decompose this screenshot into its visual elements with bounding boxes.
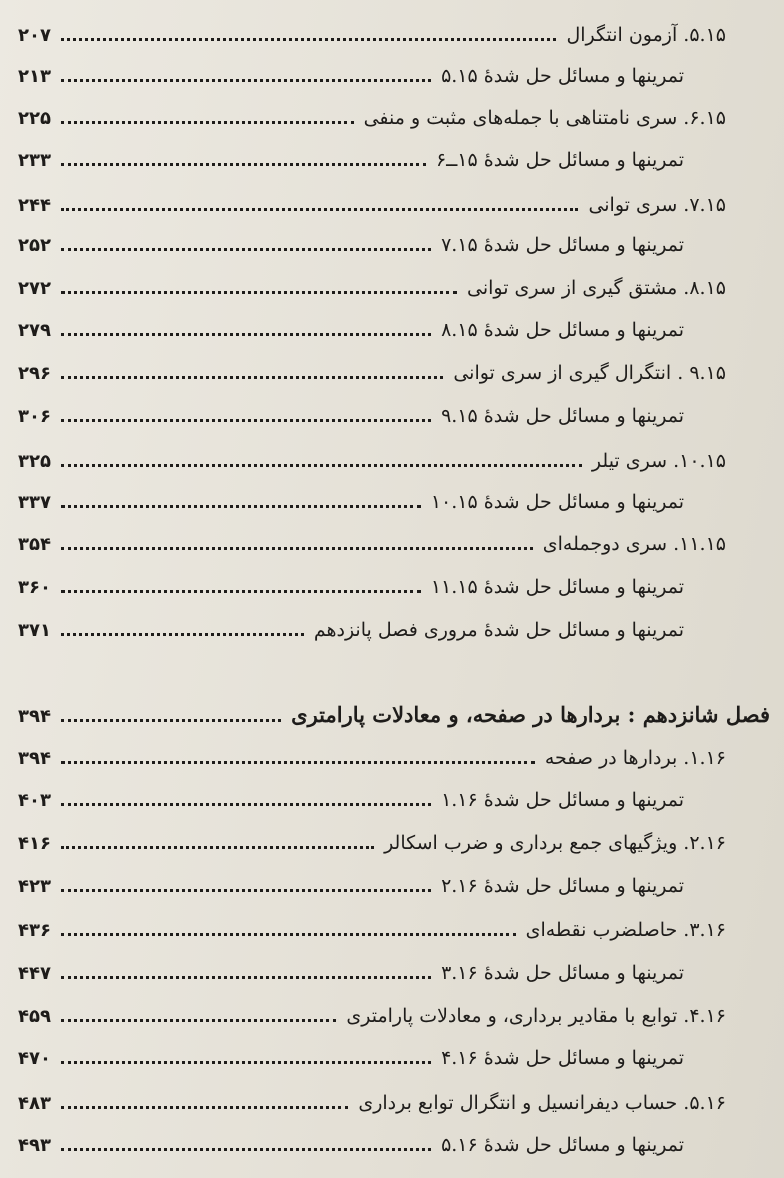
entry-page-number: ۳۳۷: [18, 492, 51, 513]
entry-title: تمرینها و مسائل حل شدهٔ ۱۰.۱۵: [430, 491, 684, 513]
entry-page-number: ۴۳۶: [18, 920, 51, 941]
dot-leader: [61, 208, 578, 211]
entry-page-number: ۲۷۹: [18, 320, 51, 341]
entry-title: تمرینها و مسائل حل شدهٔ ۱۵ــ۶: [435, 149, 684, 171]
entry-page-number: ۴۰۳: [18, 790, 51, 811]
entry-title: تمرینها و مسائل حل شدهٔ ۹.۱۵: [441, 405, 684, 427]
toc-entry: [18, 1130, 684, 1161]
entry-title: ۸.۱۵. مشتق گیری از سری توانی: [467, 277, 726, 299]
entry-page-number: ۲۰۷: [18, 25, 51, 46]
toc-entry: [18, 572, 684, 603]
dot-leader: [61, 1019, 336, 1022]
toc-entry: [18, 785, 684, 816]
dot-leader: [61, 1148, 431, 1151]
entry-title: تمرینها و مسائل حل شدهٔ مروری فصل پانزدهم: [313, 619, 684, 641]
entry-title: فصل شانزدهم : بردارها در صفحه، و معادلات پارامتری: [291, 702, 770, 727]
toc-entry: [18, 529, 726, 560]
toc-entry: [18, 20, 726, 51]
dot-leader: [61, 633, 304, 636]
toc-entry: [18, 743, 726, 774]
entry-title: تمرینها و مسائل حل شدهٔ ۵.۱۵: [441, 65, 684, 87]
dot-leader: [61, 419, 431, 422]
entry-page-number: ۴۹۳: [18, 1135, 51, 1156]
entry-page-number: ۳۵۴: [18, 534, 51, 555]
dot-leader: [61, 803, 431, 806]
entry-page-number: ۳۰۶: [18, 406, 51, 427]
toc-entry: [18, 871, 684, 902]
entry-title: تمرینها و مسائل حل شدهٔ ۳.۱۶: [441, 962, 684, 984]
toc-entry: [18, 315, 684, 346]
entry-page-number: ۴۴۷: [18, 963, 51, 984]
chapter-heading: [18, 700, 770, 732]
entry-page-number: ۳۷۱: [18, 620, 51, 641]
dot-leader: [61, 976, 431, 979]
entry-title: تمرینها و مسائل حل شدهٔ ۵.۱۶: [441, 1134, 684, 1156]
dot-leader: [61, 464, 582, 467]
entry-title: ۱.۱۶. بردارها در صفحه: [544, 747, 726, 769]
dot-leader: [61, 79, 431, 82]
toc-entry: [18, 1001, 726, 1032]
entry-title: ۵.۱۵. آزمون انتگرال: [566, 24, 726, 46]
entry-page-number: ۲۱۳: [18, 66, 51, 87]
toc-entry: [18, 1043, 684, 1074]
dot-leader: [61, 505, 421, 508]
toc-entry: [18, 401, 684, 432]
dot-leader: [61, 1106, 348, 1109]
entry-page-number: ۲۷۲: [18, 278, 51, 299]
dot-leader: [61, 121, 354, 124]
entry-title: ۲.۱۶. ویژگیهای جمع برداری و ضرب اسکالر: [384, 832, 726, 854]
entry-title: ۴.۱۶. توابع با مقادیر برداری، و معادلات پارامتری: [346, 1005, 726, 1027]
entry-page-number: ۴۸۳: [18, 1093, 51, 1114]
toc-entry: [18, 145, 684, 176]
toc-entry: [18, 61, 684, 92]
entry-page-number: ۳۹۴: [18, 706, 51, 727]
dot-leader: [61, 889, 431, 892]
toc-entry: [18, 615, 684, 646]
dot-leader: [61, 719, 281, 722]
entry-page-number: ۲۹۶: [18, 363, 51, 384]
toc-entry: [18, 230, 684, 261]
dot-leader: [61, 1061, 431, 1064]
entry-page-number: ۲۲۵: [18, 108, 51, 129]
dot-leader: [61, 248, 431, 251]
entry-title: ۱۱.۱۵. سری دوجمله‌ای: [542, 533, 726, 555]
entry-page-number: ۴۲۳: [18, 876, 51, 897]
toc-entry: [18, 958, 684, 989]
entry-page-number: ۲۴۴: [18, 195, 51, 216]
dot-leader: [61, 333, 431, 336]
entry-page-number: ۳۶۰: [18, 577, 51, 598]
toc-entry: [18, 358, 726, 389]
dot-leader: [61, 163, 426, 166]
entry-title: تمرینها و مسائل حل شدهٔ ۱۱.۱۵: [430, 576, 684, 598]
entry-title: ۶.۱۵. سری نامتناهی با جمله‌های مثبت و منفی: [363, 107, 726, 129]
dot-leader: [61, 590, 421, 593]
entry-title: ۹.۱۵ . انتگرال گیری از سری توانی: [453, 362, 726, 384]
dot-leader: [61, 933, 516, 936]
entry-page-number: ۴۵۹: [18, 1006, 51, 1027]
dot-leader: [61, 291, 457, 294]
toc-entry: [18, 446, 726, 477]
entry-page-number: ۴۷۰: [18, 1048, 51, 1069]
entry-page-number: ۲۳۳: [18, 150, 51, 171]
entry-page-number: ۴۱۶: [18, 833, 51, 854]
dot-leader: [61, 846, 374, 849]
entry-page-number: ۲۵۲: [18, 235, 51, 256]
entry-title: ۵.۱۶. حساب دیفرانسیل و انتگرال توابع برداری: [358, 1092, 726, 1114]
toc-entry: [18, 273, 726, 304]
entry-title: ۱۰.۱۵. سری تیلر: [591, 450, 726, 472]
dot-leader: [61, 547, 533, 550]
toc-entry: [18, 915, 726, 946]
entry-title: ۷.۱۵. سری توانی: [588, 194, 726, 216]
dot-leader: [61, 38, 556, 41]
entry-page-number: ۳۲۵: [18, 451, 51, 472]
toc-entry: [18, 190, 726, 221]
toc-entry: [18, 828, 726, 859]
entry-title: تمرینها و مسائل حل شدهٔ ۱.۱۶: [441, 789, 684, 811]
dot-leader: [61, 761, 535, 764]
toc-entry: [18, 487, 684, 518]
entry-title: تمرینها و مسائل حل شدهٔ ۸.۱۵: [441, 319, 684, 341]
dot-leader: [61, 376, 443, 379]
entry-title: تمرینها و مسائل حل شدهٔ ۲.۱۶: [441, 875, 684, 897]
entry-title: تمرینها و مسائل حل شدهٔ ۷.۱۵: [441, 234, 684, 256]
entry-title: ۳.۱۶. حاصلضرب نقطه‌ای: [525, 919, 726, 941]
toc-entry: [18, 103, 726, 134]
entry-page-number: ۳۹۴: [18, 748, 51, 769]
entry-title: تمرینها و مسائل حل شدهٔ ۴.۱۶: [441, 1047, 684, 1069]
toc-entry: [18, 1088, 726, 1119]
